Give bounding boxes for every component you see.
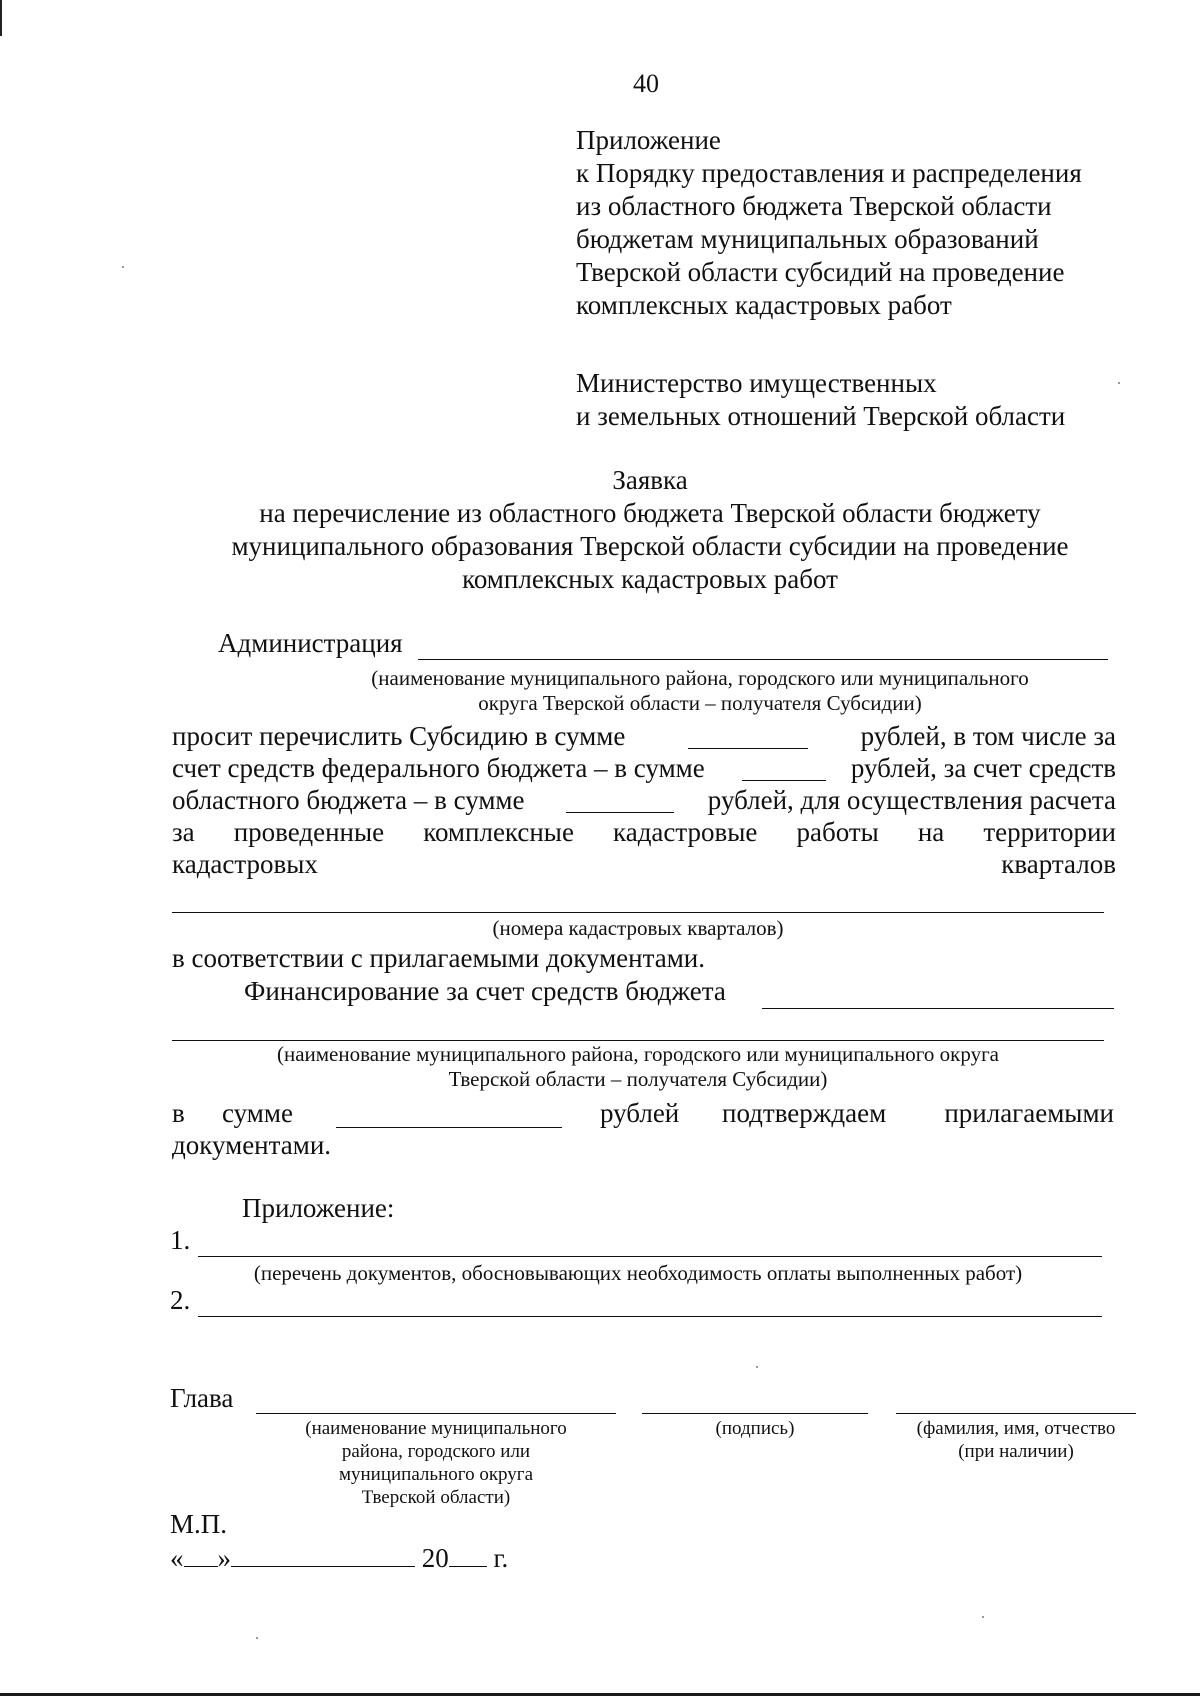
date-day-field[interactable]	[184, 1544, 218, 1567]
hint-line: (при наличии)	[958, 1441, 1074, 1462]
request-text: рублей, для осуществления расчета	[707, 785, 1116, 815]
request-line-3: областного бюджета – в сумме	[172, 785, 525, 815]
hint-line: (фамилия, имя, отчество	[916, 1418, 1116, 1439]
date-line	[170, 1542, 508, 1575]
addressee-line: и земельных отношений Тверской области	[576, 401, 1066, 431]
hint-line: Тверской области)	[361, 1487, 511, 1508]
financing-hint	[172, 1042, 1104, 1092]
administration-hint	[300, 666, 1100, 716]
title-line: муниципального образования Тверской области субсидии на проведение	[231, 531, 1069, 561]
title-line: на перечисление из областного бюджета Тверской области бюджету	[259, 498, 1041, 528]
hint-line: (наименование муниципального района, городского или муниципального округа	[276, 1042, 1000, 1066]
head-signature-field[interactable]	[642, 1413, 868, 1414]
budget-name-field[interactable]	[762, 1008, 1114, 1009]
word: кадастровых	[172, 849, 318, 879]
date-quote-close: »	[217, 1543, 231, 1573]
subsidy-total-field[interactable]	[688, 748, 808, 749]
sum-word-summe: сумме	[222, 1098, 293, 1128]
fio-hint	[896, 1417, 1136, 1463]
hint-line: муниципального округа	[338, 1464, 534, 1485]
appendix-line: бюджетам муниципальных образований	[576, 224, 1039, 254]
head-fio-field[interactable]	[896, 1413, 1136, 1414]
request-line-2: счет средств федерального бюджета – в сумме	[172, 753, 705, 783]
federal-sum-field[interactable]	[742, 780, 826, 781]
documents-line: в соответствии с прилагаемыми документами.	[172, 943, 705, 973]
municipality-hint	[256, 1417, 616, 1509]
word: комплексные	[423, 817, 574, 847]
scan-speck	[256, 1637, 258, 1639]
scan-speck	[982, 1616, 984, 1618]
request-line-1	[172, 720, 625, 753]
administration-label: Администрация	[218, 628, 403, 658]
attachment-1-number: 1.	[170, 1225, 191, 1255]
request-line-5	[172, 848, 1116, 881]
request-text: просит перечислить Субсидию в сумме	[172, 721, 626, 751]
attachment-2-number: 2.	[170, 1285, 191, 1315]
confirm-word: подтверждаем	[722, 1098, 887, 1128]
attachment-1-field[interactable]	[198, 1256, 1102, 1257]
confirm-word: рублей	[600, 1098, 680, 1128]
hint-line: района, городского или	[341, 1441, 531, 1462]
regional-sum-field[interactable]	[566, 812, 674, 813]
date-quote-open: «	[170, 1543, 184, 1573]
attachment-2-field[interactable]	[198, 1316, 1102, 1317]
addressee-block	[576, 367, 1065, 433]
confirmed-sum-field[interactable]	[336, 1127, 562, 1128]
word: кварталов	[1001, 849, 1116, 879]
scan-speck	[122, 266, 124, 268]
appendix-line: комплексных кадастровых работ	[576, 290, 952, 320]
addressee-line: Министерство имущественных	[576, 368, 937, 398]
word: проведенные	[233, 817, 385, 847]
word: за	[172, 817, 195, 847]
word: территории	[983, 817, 1116, 847]
signature-hint: (подпись)	[715, 1418, 795, 1439]
sum-word-v: в	[172, 1098, 185, 1128]
word: кадастровые	[613, 817, 758, 847]
date-year-prefix: 20	[421, 1543, 449, 1573]
financing-label: Финансирование за счет средств бюджета	[244, 976, 726, 1006]
request-text: рублей, в том числе за	[860, 721, 1116, 751]
cadastral-quarters-field[interactable]	[172, 912, 1104, 913]
request-line-4	[172, 816, 1116, 849]
documents-end: документами.	[172, 1130, 332, 1160]
hint-line: (наименование муниципального	[305, 1418, 567, 1439]
title-word: Заявка	[612, 465, 688, 495]
scan-speck	[756, 1366, 758, 1368]
hint-line: округа Тверской области – получателя Субсидии)	[478, 691, 922, 715]
head-municipality-field[interactable]	[256, 1413, 616, 1414]
head-label: Глава	[170, 1383, 234, 1413]
title-line: комплексных кадастровых работ	[462, 564, 838, 594]
appendix-line: Приложение	[576, 125, 721, 155]
application-title	[150, 464, 1150, 596]
budget-name-field-2[interactable]	[172, 1040, 1104, 1041]
date-month-field[interactable]	[231, 1544, 415, 1567]
appendix-line: к Порядку предоставления и распределения	[576, 158, 1082, 188]
word: работы	[796, 817, 879, 847]
hint-line: (наименование муниципального района, городского или муниципального	[371, 666, 1029, 690]
request-text: рублей, за счет средств	[850, 753, 1116, 783]
scan-edge-left	[0, 0, 2, 36]
administration-name-field[interactable]	[418, 659, 1108, 660]
page-number: 40	[633, 69, 659, 98]
quarters-hint: (номера кадастровых кварталов)	[492, 916, 784, 940]
appendix-block	[576, 124, 1082, 322]
scan-speck	[1118, 382, 1120, 384]
hint-line: Тверской области – получателя Субсидии)	[448, 1067, 828, 1091]
confirm-word: прилагаемыми	[944, 1098, 1114, 1128]
date-year-suffix: г.	[493, 1543, 509, 1573]
attachment-hint: (перечень документов, обосновывающих необходимость оплаты выполненных работ)	[253, 1261, 1023, 1285]
word: на	[917, 817, 945, 847]
appendix-line: Тверской области субсидий на проведение	[576, 257, 1065, 287]
stamp-label: М.П.	[170, 1509, 228, 1539]
date-year-field[interactable]	[449, 1544, 487, 1567]
appendix-line: из областного бюджета Тверской области	[576, 191, 1052, 221]
attachments-heading: Приложение:	[242, 1193, 395, 1223]
